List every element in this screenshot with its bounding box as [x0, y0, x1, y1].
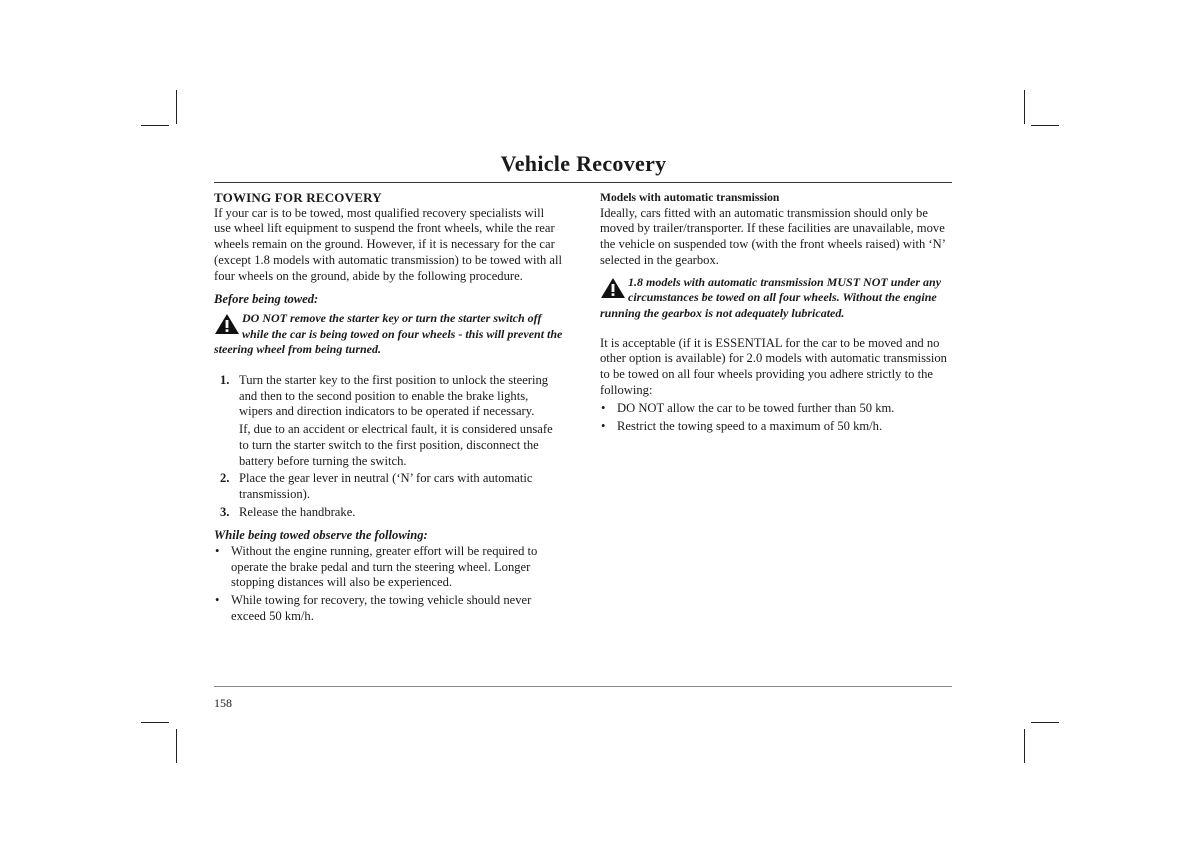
- while-towed-list: [214, 544, 564, 625]
- step-text: Turn the starter key to the first position to unlock the steering and then to the second position to enable the brake lights, wipers and direction indicators to be operated if necessary.: [239, 373, 549, 419]
- step-number: 2.: [220, 471, 230, 486]
- title-rule: [214, 182, 952, 183]
- step-item: [214, 373, 564, 469]
- warning-triangle-icon: [214, 313, 240, 335]
- starter-key-warning: [214, 311, 564, 358]
- towing-heading: TOWING FOR RECOVERY: [214, 190, 382, 205]
- crop-mark-top-right-vertical: [1024, 90, 1025, 124]
- automatic-intro: Ideally, cars fitted with an automatic transmission should only be moved by trailer/transporter. If these facilities are unavailable, move the vehicle on suspended tow (with the front wheels raised) with ‘N’ selected in the gearbox.: [600, 205, 945, 267]
- essential-paragraph: It is acceptable (if it is ESSENTIAL for the car to be moved and no other option is available) for 2.0 models with automatic transmission to be towed on all four wheels providing you adhere strictly to the following:: [600, 335, 947, 397]
- step-item: [214, 505, 564, 521]
- step-number: 1.: [220, 373, 230, 388]
- crop-mark-bottom-right-vertical: [1024, 729, 1025, 763]
- crop-mark-top-right-horizontal: [1031, 125, 1059, 126]
- automatic-heading: Models with automatic transmission: [600, 191, 780, 204]
- step-number: 3.: [220, 504, 230, 519]
- list-item-text: Without the engine running, greater effort will be required to operate the brake pedal and turn the steering wheel. Longer stopping distances will also be experienced.: [231, 544, 538, 590]
- crop-mark-top-left-horizontal: [141, 125, 169, 126]
- right-column: [600, 190, 952, 435]
- page-title: Vehicle Recovery: [500, 151, 667, 176]
- step-item: [214, 471, 564, 502]
- warning-triangle-icon: [600, 277, 626, 299]
- list-item-text: Restrict the towing speed to a maximum of 50 km/h.: [617, 419, 883, 434]
- while-towed-heading: While being towed observe the following:: [214, 528, 428, 543]
- crop-mark-top-left-vertical: [176, 90, 177, 124]
- bullet-icon: •: [601, 401, 606, 416]
- list-item: [214, 593, 564, 624]
- crop-mark-bottom-right-horizontal: [1031, 722, 1059, 723]
- list-item-text: While towing for recovery, the towing vehicle should never exceed 50 km/h.: [231, 593, 532, 623]
- list-item: [214, 544, 564, 591]
- before-towed-heading: Before being towed:: [214, 292, 319, 307]
- crop-mark-bottom-left-horizontal: [141, 722, 169, 723]
- page-number: 158: [214, 696, 232, 710]
- bullet-icon: •: [215, 544, 220, 559]
- starter-key-warning-text: DO NOT remove the starter key or turn the starter switch off while the car is being towed on four wheels - this will prevent the steering wheel from being turned.: [214, 310, 563, 357]
- automatic-warning-text: 1.8 models with automatic transmission MUST NOT under any circumstances be towed on all four wheels. Without the engine running the gearbox is not adequately lubricated.: [600, 274, 942, 320]
- bullet-icon: •: [601, 419, 606, 434]
- essential-list: [600, 401, 952, 434]
- list-item: [600, 401, 952, 417]
- crop-mark-bottom-left-vertical: [176, 729, 177, 763]
- towing-intro: If your car is to be towed, most qualified recovery specialists will use wheel lift equipment to suspend the front wheels, while the rear wheels remain on the ground. However, if it is necessary for the car (except 1.8 models with automatic transmission) to be towed with all four wheels on the ground, abide by the following procedure.: [214, 205, 563, 283]
- automatic-warning: [600, 275, 952, 322]
- left-column: [214, 190, 564, 625]
- step-extra-text: If, due to an accident or electrical fault, it is considered unsafe to turn the starter switch to the first position, disconnect the battery before turning the switch.: [239, 422, 553, 468]
- list-item: [600, 419, 952, 435]
- step-text: Release the handbrake.: [239, 504, 356, 519]
- step-text: Place the gear lever in neutral (‘N’ for cars with automatic transmission).: [239, 471, 533, 501]
- list-item-text: DO NOT allow the car to be towed further than 50 km.: [617, 401, 895, 416]
- footer-rule: [214, 686, 952, 687]
- bullet-icon: •: [215, 593, 220, 608]
- towing-steps: [214, 373, 564, 520]
